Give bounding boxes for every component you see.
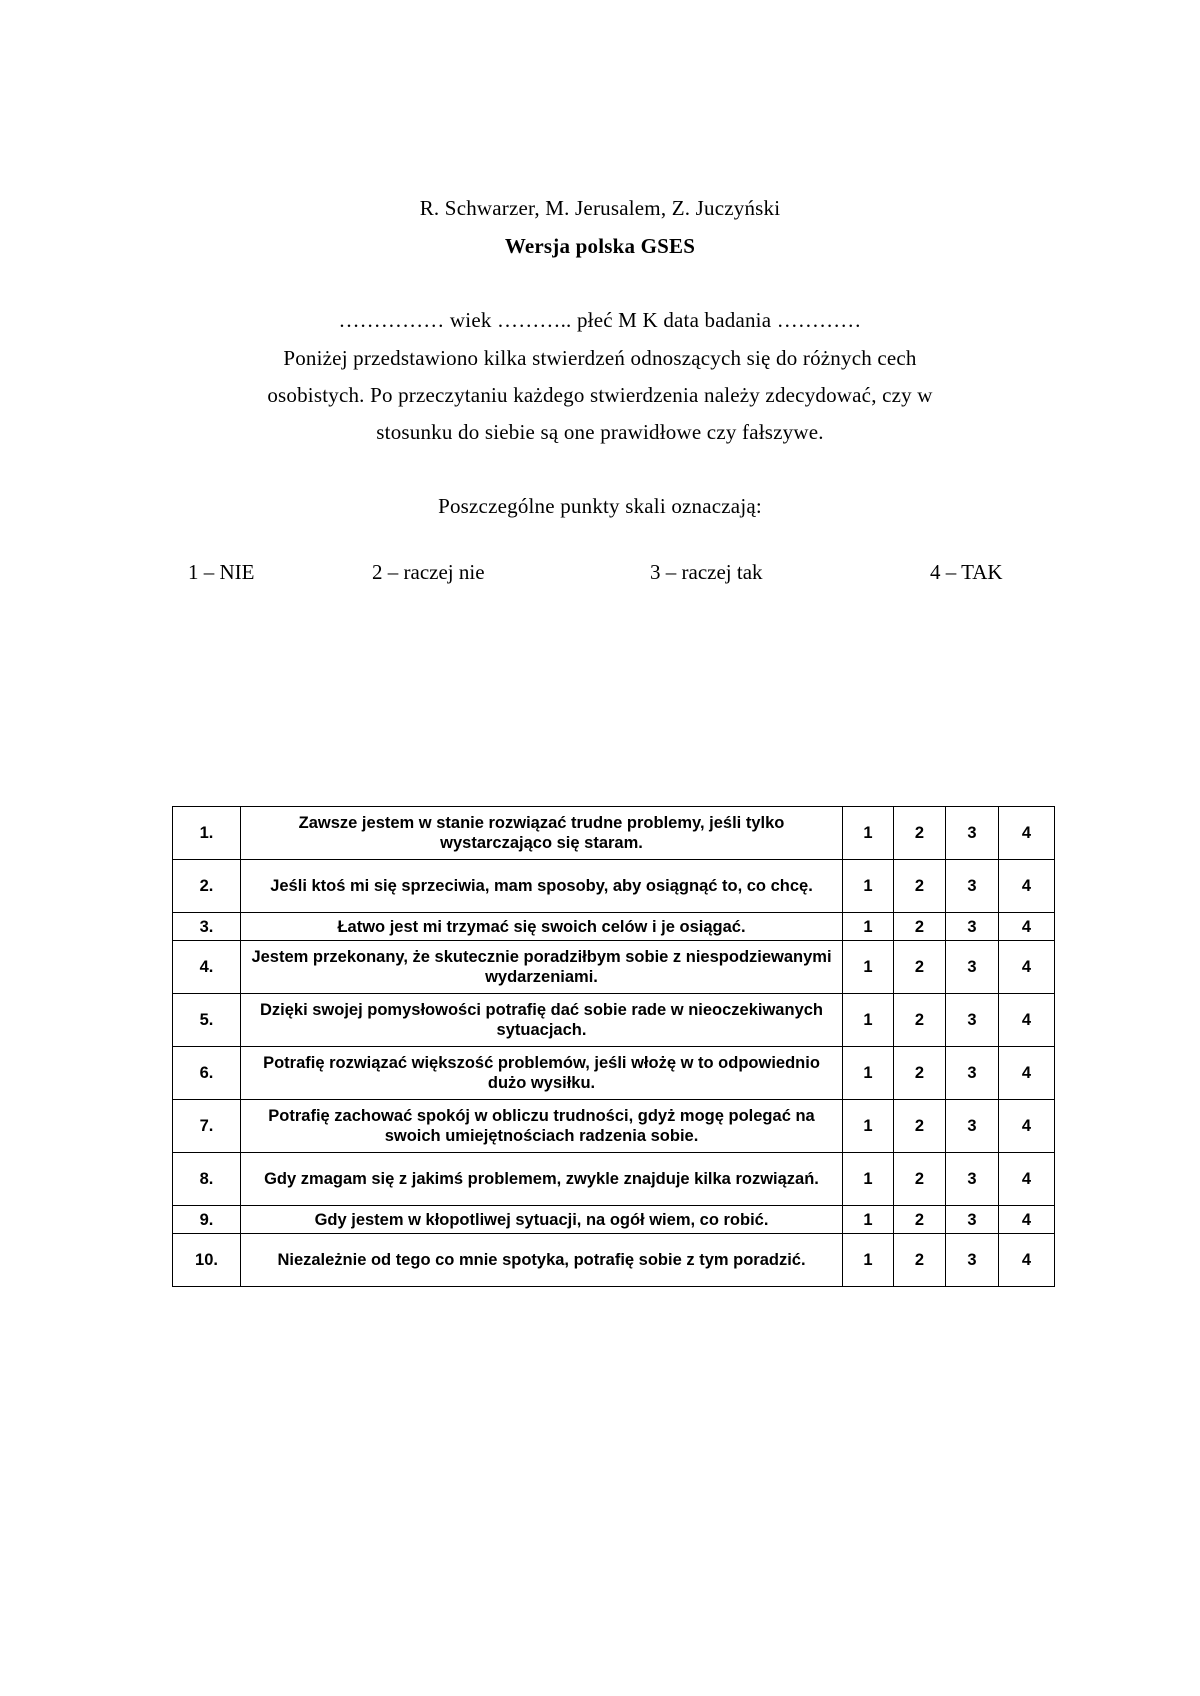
answer-option-2[interactable]: 2 xyxy=(894,860,946,913)
answer-option-2[interactable]: 2 xyxy=(894,994,946,1047)
item-statement: Potrafię zachować spokój w obliczu trudności, gdyż mogę polegać na swoich umiejętnościach radzenia sobie. xyxy=(241,1100,843,1153)
table-row xyxy=(173,807,1055,860)
answer-option-1[interactable]: 1 xyxy=(843,1100,894,1153)
scale-item-3: 3 – raczej tak xyxy=(650,560,763,584)
item-statement: Gdy zmagam się z jakimś problemem, zwykle znajduje kilka rozwiązań. xyxy=(241,1153,843,1206)
answer-option-3[interactable]: 3 xyxy=(946,913,999,941)
answer-option-4[interactable]: 4 xyxy=(999,913,1055,941)
questionnaire-body xyxy=(173,807,1055,1287)
table-row xyxy=(173,994,1055,1047)
item-number: 1. xyxy=(173,807,241,860)
answer-option-4[interactable]: 4 xyxy=(999,994,1055,1047)
answer-option-4[interactable]: 4 xyxy=(999,1206,1055,1234)
scale-item-4: 4 – TAK xyxy=(930,560,1003,584)
answer-option-3[interactable]: 3 xyxy=(946,941,999,994)
answer-option-4[interactable]: 4 xyxy=(999,1153,1055,1206)
item-number: 8. xyxy=(173,1153,241,1206)
item-number: 9. xyxy=(173,1206,241,1234)
answer-option-3[interactable]: 3 xyxy=(946,994,999,1047)
item-statement: Gdy jestem w kłopotliwej sytuacji, na ogół wiem, co robić. xyxy=(241,1206,843,1234)
answer-option-3[interactable]: 3 xyxy=(946,1206,999,1234)
instructions-line-2: osobistych. Po przeczytaniu każdego stwierdzenia należy zdecydować, czy w xyxy=(267,383,933,407)
answer-option-3[interactable]: 3 xyxy=(946,1234,999,1287)
answer-option-2[interactable]: 2 xyxy=(894,1153,946,1206)
item-statement: Dzięki swojej pomysłowości potrafię dać sobie rade w nieoczekiwanych sytuacjach. xyxy=(241,994,843,1047)
answer-option-2[interactable]: 2 xyxy=(894,1206,946,1234)
answer-option-3[interactable]: 3 xyxy=(946,1100,999,1153)
item-number: 6. xyxy=(173,1047,241,1100)
item-statement: Potrafię rozwiązać większość problemów, jeśli włożę w to odpowiednio dużo wysiłku. xyxy=(241,1047,843,1100)
answer-option-2[interactable]: 2 xyxy=(894,941,946,994)
answer-option-2[interactable]: 2 xyxy=(894,1234,946,1287)
answer-option-4[interactable]: 4 xyxy=(999,807,1055,860)
scale-item-1: 1 – NIE xyxy=(188,560,255,584)
answer-option-4[interactable]: 4 xyxy=(999,1100,1055,1153)
answer-option-4[interactable]: 4 xyxy=(999,1234,1055,1287)
answer-option-3[interactable]: 3 xyxy=(946,1153,999,1206)
answer-option-2[interactable]: 2 xyxy=(894,1047,946,1100)
item-number: 4. xyxy=(173,941,241,994)
item-statement: Jestem przekonany, że skutecznie poradziłbym sobie z niespodziewanymi wydarzeniami. xyxy=(241,941,843,994)
table-row xyxy=(173,1234,1055,1287)
answer-option-1[interactable]: 1 xyxy=(843,1047,894,1100)
scale-item-2: 2 – raczej nie xyxy=(372,560,485,584)
item-statement: Łatwo jest mi trzymać się swoich celów i je osiągać. xyxy=(241,913,843,941)
table-row xyxy=(173,1047,1055,1100)
item-number: 10. xyxy=(173,1234,241,1287)
document-title: Wersja polska GSES xyxy=(504,234,696,258)
answer-option-4[interactable]: 4 xyxy=(999,860,1055,913)
respondent-info-line: …………… wiek ……….. płeć M K data badania ………… xyxy=(338,308,862,332)
answer-option-2[interactable]: 2 xyxy=(894,807,946,860)
questionnaire-table xyxy=(172,806,1055,1287)
item-number: 5. xyxy=(173,994,241,1047)
answer-option-1[interactable]: 1 xyxy=(843,913,894,941)
answer-option-1[interactable]: 1 xyxy=(843,994,894,1047)
item-number: 2. xyxy=(173,860,241,913)
answer-option-1[interactable]: 1 xyxy=(843,1206,894,1234)
instructions-line-1: Poniżej przedstawiono kilka stwierdzeń odnoszących się do różnych cech xyxy=(283,346,917,370)
table-row xyxy=(173,1206,1055,1234)
answer-option-1[interactable]: 1 xyxy=(843,941,894,994)
item-number: 7. xyxy=(173,1100,241,1153)
header-authors: R. Schwarzer, M. Jerusalem, Z. Juczyński xyxy=(419,196,781,220)
answer-option-4[interactable]: 4 xyxy=(999,1047,1055,1100)
answer-option-1[interactable]: 1 xyxy=(843,860,894,913)
item-statement: Niezależnie od tego co mnie spotyka, potrafię sobie z tym poradzić. xyxy=(241,1234,843,1287)
instructions-line-3: stosunku do siebie są one prawidłowe czy fałszywe. xyxy=(376,420,824,444)
answer-option-1[interactable]: 1 xyxy=(843,1234,894,1287)
item-number: 3. xyxy=(173,913,241,941)
table-row xyxy=(173,913,1055,941)
answer-option-3[interactable]: 3 xyxy=(946,860,999,913)
item-statement: Jeśli ktoś mi się sprzeciwia, mam sposoby, aby osiągnąć to, co chcę. xyxy=(241,860,843,913)
answer-option-4[interactable]: 4 xyxy=(999,941,1055,994)
table-row xyxy=(173,941,1055,994)
answer-option-3[interactable]: 3 xyxy=(946,1047,999,1100)
scale-intro: Poszczególne punkty skali oznaczają: xyxy=(438,494,762,518)
table-row xyxy=(173,1100,1055,1153)
item-statement: Zawsze jestem w stanie rozwiązać trudne problemy, jeśli tylko wystarczająco się staram. xyxy=(241,807,843,860)
answer-option-2[interactable]: 2 xyxy=(894,913,946,941)
answer-option-1[interactable]: 1 xyxy=(843,807,894,860)
table-row xyxy=(173,860,1055,913)
answer-option-2[interactable]: 2 xyxy=(894,1100,946,1153)
answer-option-3[interactable]: 3 xyxy=(946,807,999,860)
table-row xyxy=(173,1153,1055,1206)
answer-option-1[interactable]: 1 xyxy=(843,1153,894,1206)
